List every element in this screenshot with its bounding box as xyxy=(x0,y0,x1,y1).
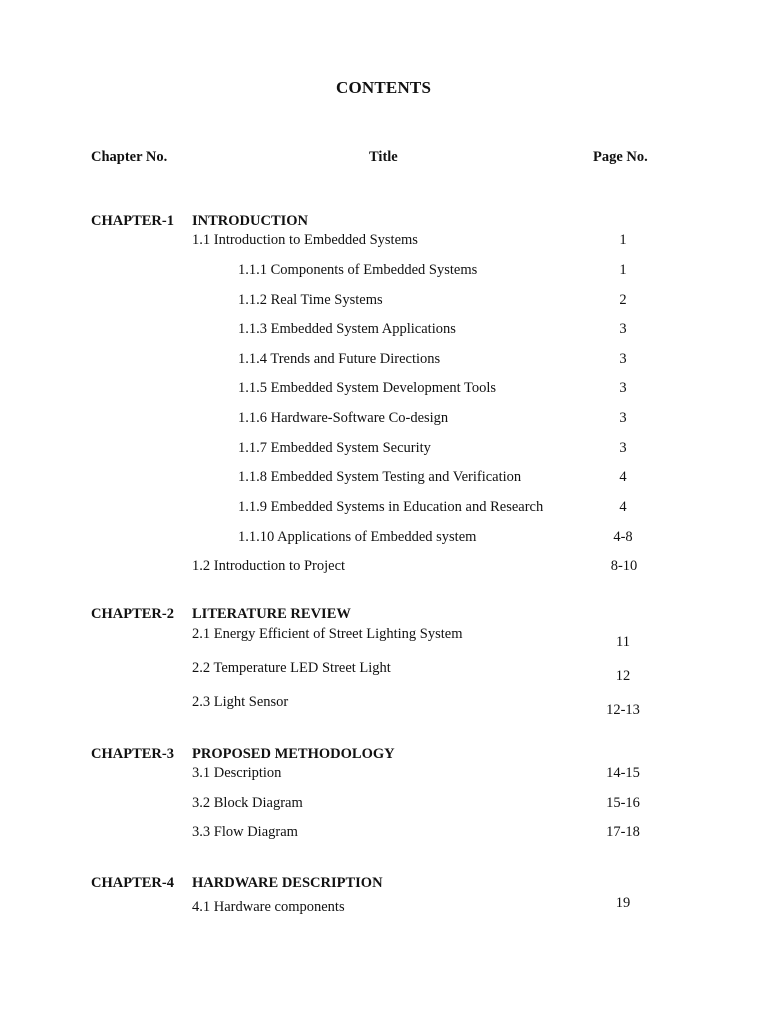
toc-entry-3-1: 3.1 Description xyxy=(192,765,282,781)
toc-page-1-1-4: 3 xyxy=(619,351,627,367)
column-header-chapter: Chapter No. xyxy=(91,149,168,165)
toc-page-1-1-6: 3 xyxy=(619,410,627,426)
toc-entry-1-1-10: 1.1.10 Applications of Embedded system xyxy=(238,529,477,545)
toc-page-1-2: 8-10 xyxy=(610,558,638,574)
chapter-1-number: CHAPTER-1 xyxy=(91,213,174,229)
chapter-2-title: LITERATURE REVIEW xyxy=(192,606,351,622)
toc-page-3-2: 15-16 xyxy=(606,795,640,811)
toc-entry-1-1-6: 1.1.6 Hardware-Software Co-design xyxy=(238,410,449,426)
toc-entry-2-2: 2.2 Temperature LED Street Light xyxy=(192,660,391,676)
toc-entry-2-1: 2.1 Energy Efficient of Street Lighting System xyxy=(192,626,463,642)
toc-page-1-1-3: 3 xyxy=(619,321,627,337)
toc-entry-1-1-9: 1.1.9 Embedded Systems in Education and Research xyxy=(238,499,544,515)
toc-page-1-1-2: 2 xyxy=(619,292,627,308)
toc-page-1-1-5: 3 xyxy=(619,380,627,396)
chapter-3-title: PROPOSED METHODOLOGY xyxy=(192,746,395,762)
column-header-title: Title xyxy=(369,149,398,165)
toc-entry-1-1-1: 1.1.1 Components of Embedded Systems xyxy=(238,262,478,278)
toc-page-1-1-7: 3 xyxy=(619,440,627,456)
toc-entry-2-3: 2.3 Light Sensor xyxy=(192,694,289,710)
toc-page-2-1: 11 xyxy=(616,634,630,650)
toc-entry-1-1-4: 1.1.4 Trends and Future Directions xyxy=(238,351,441,367)
toc-entry-4-1: 4.1 Hardware components xyxy=(192,899,345,915)
chapter-3-number: CHAPTER-3 xyxy=(91,746,174,762)
toc-page-1-1-9: 4 xyxy=(619,499,627,515)
toc-entry-3-2: 3.2 Block Diagram xyxy=(192,795,303,811)
toc-page-1-1-1: 1 xyxy=(619,262,627,278)
page-title: CONTENTS xyxy=(336,78,432,97)
chapter-1-title: INTRODUCTION xyxy=(192,213,309,229)
toc-page-1-1: 1 xyxy=(619,232,627,248)
toc-entry-1-2: 1.2 Introduction to Project xyxy=(192,558,346,574)
toc-page-2-2: 12 xyxy=(615,668,631,684)
column-header-page: Page No. xyxy=(593,149,648,165)
toc-entry-1-1-8: 1.1.8 Embedded System Testing and Verification xyxy=(238,469,522,485)
chapter-4-number: CHAPTER-4 xyxy=(91,875,174,891)
toc-entry-1-1: 1.1 Introduction to Embedded Systems xyxy=(192,232,418,248)
toc-page-2-3: 12-13 xyxy=(606,702,640,718)
chapter-4-title: HARDWARE DESCRIPTION xyxy=(192,875,383,891)
toc-page-3-1: 14-15 xyxy=(606,765,640,781)
toc-entry-1-1-2: 1.1.2 Real Time Systems xyxy=(238,292,383,308)
toc-entry-3-3: 3.3 Flow Diagram xyxy=(192,824,298,840)
chapter-2-number: CHAPTER-2 xyxy=(91,606,174,622)
toc-page-4-1: 19 xyxy=(615,895,631,911)
toc-page-1-1-8: 4 xyxy=(619,469,627,485)
toc-page-3-3: 17-18 xyxy=(606,824,640,840)
toc-page-1-1-10: 4-8 xyxy=(613,529,633,545)
toc-entry-1-1-3: 1.1.3 Embedded System Applications xyxy=(238,321,456,337)
toc-entry-1-1-7: 1.1.7 Embedded System Security xyxy=(238,440,431,456)
toc-entry-1-1-5: 1.1.5 Embedded System Development Tools xyxy=(238,380,497,396)
